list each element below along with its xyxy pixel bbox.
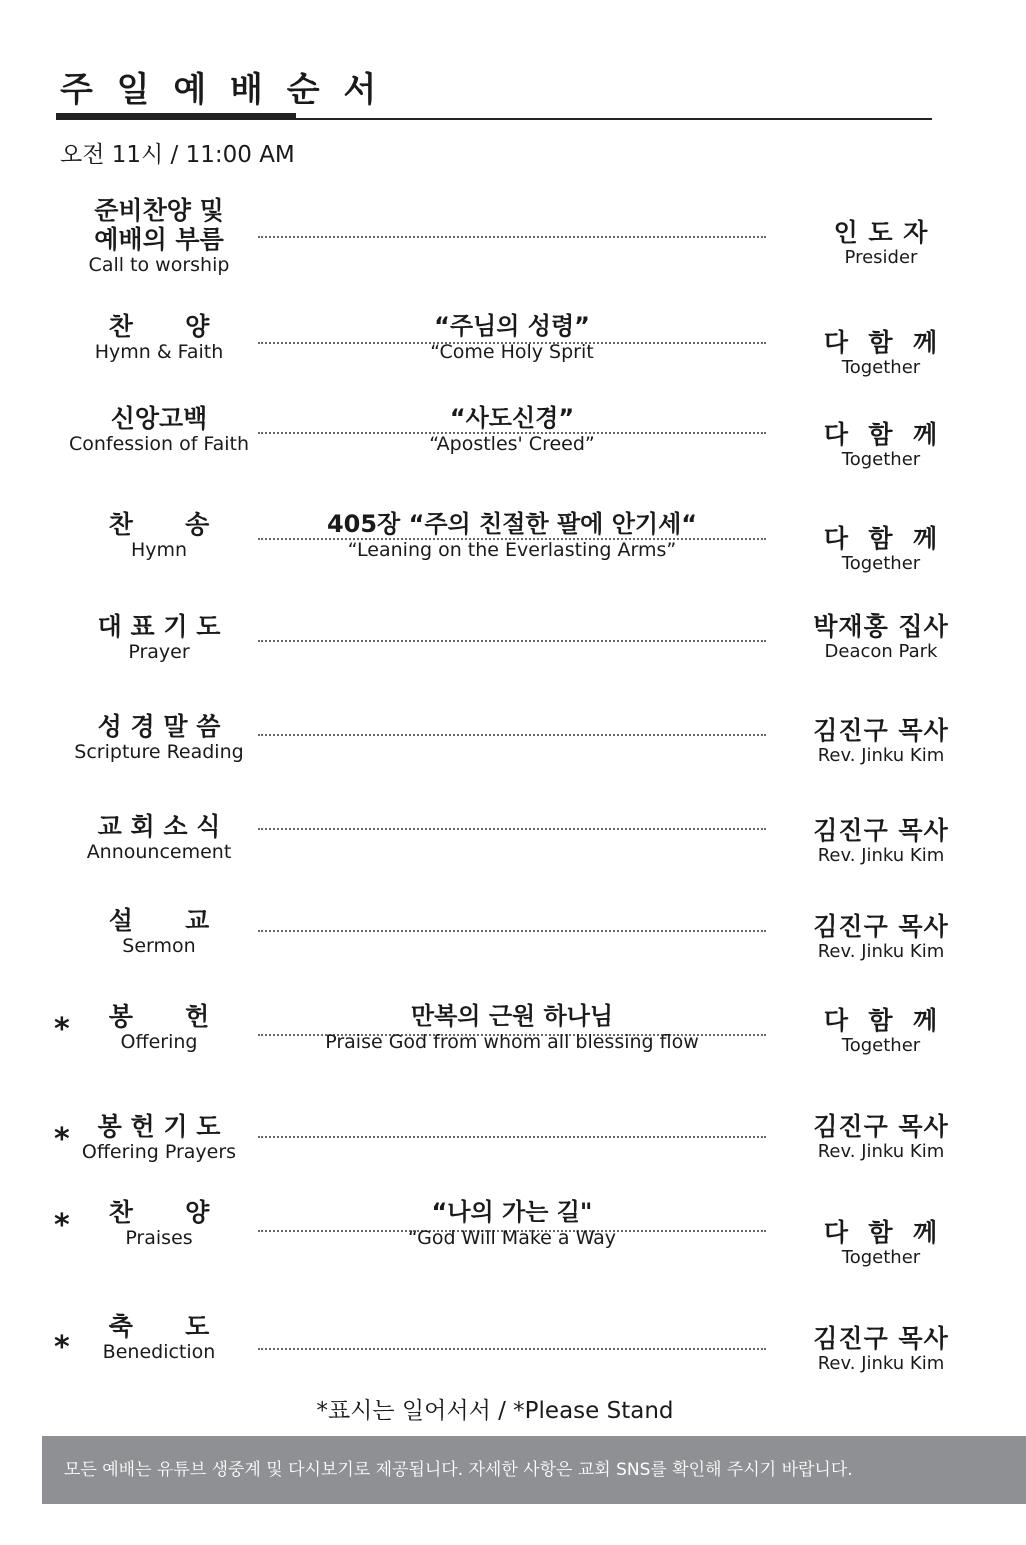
item-title-en: Offering <box>120 1031 198 1053</box>
page-title: 주 일 예 배 순 서 <box>60 70 383 110</box>
title-underline <box>56 118 932 120</box>
leader-en: Rev. Jinku Kim <box>817 745 945 766</box>
item-title-ko: 신앙고백 <box>110 404 208 433</box>
leader-ko: 김진구 목사 <box>813 1112 949 1141</box>
dotted-leader <box>258 1136 766 1138</box>
item-detail-en: “Apostles' Creed” <box>429 433 595 455</box>
item-title-ko: 성 경 말 씀 <box>97 712 221 741</box>
item-leader <box>796 1112 966 1163</box>
dotted-leader <box>258 236 766 238</box>
item-title <box>50 1198 268 1249</box>
item-title <box>50 510 268 561</box>
item-leader <box>796 328 966 379</box>
dotted-leader <box>258 828 766 830</box>
leader-ko: 다 함 께 <box>823 524 939 553</box>
leader-en: Together <box>841 1247 921 1268</box>
leader-en: Presider <box>844 247 918 268</box>
item-leader <box>796 420 966 471</box>
item-title <box>50 1002 268 1053</box>
item-detail-ko: “나의 가는 길" <box>431 1198 593 1226</box>
leader-ko: 다 함 께 <box>823 1218 939 1247</box>
item-title-en: Sermon <box>122 935 196 957</box>
item-title-ko: 봉 헌 <box>108 1002 210 1031</box>
leader-ko: 김진구 목사 <box>813 912 949 941</box>
leader-en: Together <box>841 449 921 470</box>
item-detail-ko: “주님의 성령” <box>434 312 590 340</box>
leader-en: Together <box>841 1035 921 1056</box>
leader-en: Together <box>841 553 921 574</box>
item-leader <box>796 524 966 575</box>
leader-ko: 다 함 께 <box>823 420 939 449</box>
stand-footnote: *표시는 일어서서 / *Please Stand <box>316 1398 674 1424</box>
item-detail <box>258 510 766 561</box>
item-title-en: Announcement <box>86 841 232 863</box>
item-title <box>50 712 268 763</box>
item-title-ko: 봉 헌 기 도 <box>97 1112 221 1141</box>
leader-ko: 김진구 목사 <box>813 1324 949 1353</box>
item-title-en: Prayer <box>128 641 190 663</box>
item-title-en: Confession of Faith <box>68 433 250 455</box>
leader-en: Rev. Jinku Kim <box>817 1141 945 1162</box>
item-leader <box>796 218 966 269</box>
item-title <box>50 906 268 957</box>
item-leader <box>796 612 966 663</box>
item-title-ko: 찬 양 <box>108 1198 210 1227</box>
item-title-ko: 준비찬양 및 예배의 부름 <box>94 196 224 254</box>
item-title <box>50 1112 268 1163</box>
item-title-ko: 교 회 소 식 <box>97 812 221 841</box>
item-title-en: Praises <box>125 1227 193 1249</box>
item-title-en: Hymn <box>130 539 188 561</box>
item-leader <box>796 912 966 963</box>
item-detail <box>258 312 766 363</box>
item-detail <box>258 404 766 455</box>
item-detail-ko: 405장 “주의 친절한 팔에 안기세“ <box>326 510 698 538</box>
item-title <box>50 612 268 663</box>
leader-en: Together <box>841 357 921 378</box>
dotted-leader <box>258 1348 766 1350</box>
item-title-ko: 축 도 <box>108 1312 210 1341</box>
stand-marker: * <box>54 1208 70 1243</box>
item-title-en: Hymn & Faith <box>94 341 224 363</box>
dotted-leader <box>258 930 766 932</box>
leader-en: Rev. Jinku Kim <box>817 845 945 866</box>
dotted-leader <box>258 640 766 642</box>
item-title-en: Scripture Reading <box>74 741 244 763</box>
item-title <box>50 404 268 455</box>
leader-en: Deacon Park <box>824 641 938 662</box>
leader-ko: 인 도 자 <box>833 218 929 247</box>
item-title-ko: 대 표 기 도 <box>97 612 221 641</box>
item-title-ko: 설 교 <box>108 906 210 935</box>
stand-marker: * <box>54 1330 70 1365</box>
stand-marker: * <box>54 1122 70 1157</box>
item-title-en: Offering Prayers <box>81 1141 237 1163</box>
item-title <box>50 1312 268 1363</box>
leader-ko: 박재홍 집사 <box>813 612 949 641</box>
item-title-ko: 찬 송 <box>108 510 210 539</box>
leader-en: Rev. Jinku Kim <box>817 941 945 962</box>
item-title-en: Call to worship <box>88 254 230 276</box>
item-leader <box>796 816 966 867</box>
item-detail-ko: “사도신경” <box>449 404 575 432</box>
item-title <box>50 312 268 363</box>
item-detail-ko: 만복의 근원 하나님 <box>410 1002 614 1030</box>
item-detail-en: “God Will Make a Way <box>407 1227 617 1249</box>
leader-ko: 다 함 께 <box>823 1006 939 1035</box>
leader-ko: 다 함 께 <box>823 328 939 357</box>
item-title <box>50 196 268 276</box>
dotted-leader <box>258 734 766 736</box>
item-leader <box>796 1006 966 1057</box>
item-title <box>50 812 268 863</box>
item-title-ko: 찬 양 <box>108 312 210 341</box>
service-time: 오전 11시 / 11:00 AM <box>60 142 295 168</box>
item-detail-en: “Come Holy Sprit <box>430 341 594 363</box>
item-title-en: Benediction <box>102 1341 216 1363</box>
item-leader <box>796 1218 966 1269</box>
item-leader <box>796 1324 966 1375</box>
item-leader <box>796 716 966 767</box>
stand-marker: * <box>54 1012 70 1047</box>
item-detail-en: Praise God from whom all blessing flow <box>325 1031 699 1053</box>
leader-en: Rev. Jinku Kim <box>817 1353 945 1374</box>
item-detail-en: “Leaning on the Everlasting Arms” <box>347 539 677 561</box>
leader-ko: 김진구 목사 <box>813 716 949 745</box>
footer-banner: 모든 예배는 유튜브 생중계 및 다시보기로 제공됩니다. 자세한 사항은 교회 SNS를 확인해 주시기 바랍니다. <box>42 1436 1026 1504</box>
leader-ko: 김진구 목사 <box>813 816 949 845</box>
item-detail <box>258 1198 766 1249</box>
item-detail <box>258 1002 766 1053</box>
